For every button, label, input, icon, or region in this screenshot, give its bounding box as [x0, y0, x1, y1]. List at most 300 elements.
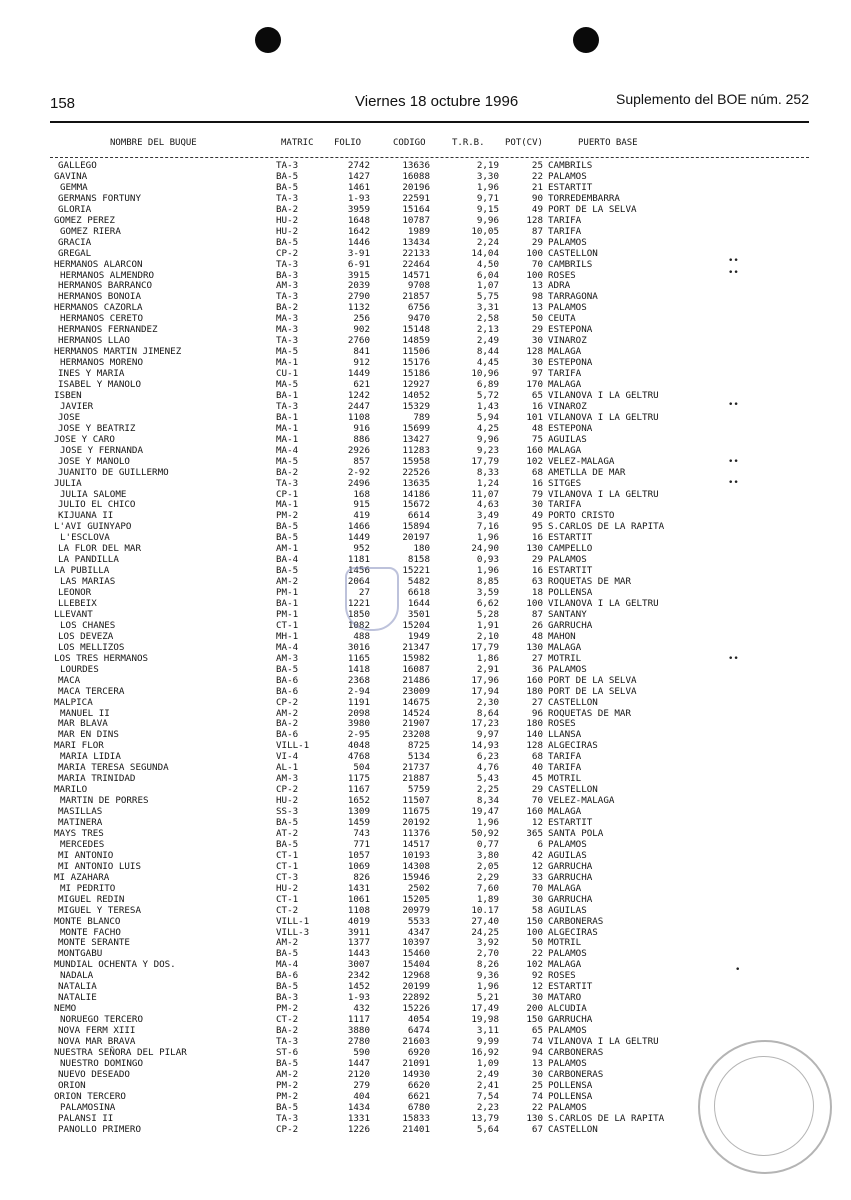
vessel-name: LLEBEIX	[58, 598, 97, 609]
matric-code: VILL-3	[276, 926, 310, 938]
home-port: ESTARTIT	[548, 981, 593, 993]
folio-number: 1226	[347, 1123, 370, 1135]
matric-code: HU-2	[276, 795, 299, 807]
vessel-name: LOS CHANES	[60, 619, 116, 631]
trb-value: 3,92	[476, 937, 499, 949]
vessel-code: 13434	[402, 236, 430, 248]
table-row	[0, 664, 851, 675]
home-port: VILANOVA I LA GELTRU	[548, 389, 659, 401]
table-row	[0, 697, 851, 708]
matric-code: CT-1	[276, 619, 299, 631]
vessel-code: 1989	[407, 225, 430, 237]
trb-value: 2,49	[476, 1068, 499, 1080]
table-row	[0, 215, 851, 226]
folio-number: 1446	[347, 236, 370, 248]
table-row	[0, 510, 851, 521]
table-row	[0, 1025, 851, 1036]
vessel-code: 21347	[402, 641, 430, 653]
matric-code: CT-1	[276, 849, 299, 861]
margin-mark: •	[735, 965, 741, 975]
trb-value: 1,96	[476, 565, 499, 577]
matric-code: BA-5	[276, 981, 299, 993]
vessel-code: 14859	[402, 335, 430, 347]
home-port: AGUILAS	[548, 433, 587, 445]
table-row	[0, 401, 851, 412]
power-cv: 79	[531, 488, 543, 500]
table-row	[0, 916, 851, 927]
matric-code: VILL-1	[276, 915, 310, 927]
matric-code: AL-1	[276, 762, 299, 774]
home-port: ALCUDIA	[548, 1003, 587, 1015]
folio-number: 1642	[347, 225, 370, 237]
folio-number: 1418	[347, 663, 370, 675]
folio-number: 2-94	[347, 685, 370, 697]
table-row	[0, 204, 851, 215]
matric-code: BA-5	[276, 663, 299, 675]
matric-code: BA-5	[276, 181, 299, 193]
folio-number: 915	[353, 499, 370, 511]
table-row	[0, 193, 851, 204]
home-port: AMETLLA DE MAR	[548, 466, 626, 478]
trb-value: 1,91	[476, 619, 499, 631]
table-row	[0, 740, 851, 751]
vessel-name: LEONOR	[58, 587, 92, 599]
trb-value: 9,99	[476, 1036, 499, 1047]
home-port: CASTELLON	[548, 784, 598, 796]
power-cv: 29	[531, 554, 543, 566]
power-cv: 58	[531, 904, 543, 916]
matric-code: MA-3	[276, 324, 299, 336]
power-cv: 29	[531, 324, 543, 336]
power-cv: 200	[526, 1003, 543, 1015]
trb-value: 1,96	[476, 532, 499, 544]
trb-value: 16,92	[471, 1046, 499, 1058]
matric-code: TA-3	[276, 1036, 299, 1047]
table-row	[0, 532, 851, 543]
vessel-name: JOSE Y CARO	[54, 433, 115, 445]
vessel-name: GERMANS FORTUNY	[58, 192, 141, 204]
vessel-code: 14308	[402, 860, 430, 872]
vessel-code: 23208	[402, 729, 430, 741]
trb-value: 7,16	[476, 521, 499, 533]
power-cv: 180	[526, 718, 543, 730]
vessel-name: HERMANOS BONOIA	[58, 291, 141, 303]
vessel-code: 15148	[402, 324, 430, 336]
vessel-code: 15221	[402, 565, 430, 577]
trb-value: 3,49	[476, 510, 499, 522]
trb-value: 27,40	[471, 915, 499, 927]
home-port: PALAMOS	[548, 1101, 587, 1113]
vessel-name: MARILO	[54, 784, 88, 796]
power-cv: 12	[531, 817, 543, 828]
vessel-name: MACA TERCERA	[58, 685, 125, 697]
vessel-name: HERMANOS FERNANDEZ	[58, 324, 158, 336]
folio-number: 504	[353, 762, 370, 774]
vessel-code: 6621	[407, 1090, 430, 1102]
trb-value: 5,72	[476, 389, 499, 401]
matric-code: TA-3	[276, 258, 299, 270]
power-cv: 26	[531, 619, 543, 631]
table-row	[0, 478, 851, 489]
vessel-code: 21091	[402, 1057, 430, 1069]
folio-number: 419	[353, 510, 370, 522]
power-cv: 75	[531, 433, 543, 445]
vessel-name: ISABEL Y MANOLO	[58, 379, 141, 390]
margin-mark: ••	[728, 654, 739, 664]
matric-code: AT-2	[276, 827, 299, 839]
table-row	[0, 718, 851, 729]
vessel-code: 23009	[402, 685, 430, 697]
matric-code: BA-5	[276, 1101, 299, 1113]
table-row	[0, 587, 851, 598]
trb-value: 1,89	[476, 893, 499, 905]
trb-value: 2,25	[476, 784, 499, 796]
matric-code: BA-5	[276, 236, 299, 248]
trb-value: 2,70	[476, 948, 499, 960]
vessel-code: 11507	[402, 795, 430, 807]
trb-value: 2,10	[476, 630, 499, 642]
trb-value: 2,23	[476, 1101, 499, 1113]
trb-value: 5,94	[476, 411, 499, 423]
vessel-name: HERMANOS MARTIN JIMENEZ	[54, 346, 182, 358]
power-cv: 12	[531, 981, 543, 993]
vessel-name: MUNDIAL OCHENTA Y DOS.	[54, 959, 176, 971]
margin-mark: ••	[728, 400, 739, 410]
table-row	[0, 751, 851, 762]
vessel-code: 6618	[407, 587, 430, 599]
table-row	[0, 686, 851, 697]
matric-code: BA-3	[276, 992, 299, 1004]
vessel-name: JUANITO DE GUILLERMO	[58, 466, 169, 478]
matric-code: BA-5	[276, 170, 299, 182]
table-row	[0, 937, 851, 948]
power-cv: 65	[531, 389, 543, 401]
folio-number: 256	[353, 313, 370, 325]
power-cv: 30	[531, 335, 543, 347]
trb-value: 9,23	[476, 444, 499, 456]
trb-value: 17,79	[471, 641, 499, 653]
vessel-code: 6780	[407, 1101, 430, 1113]
trb-value: 3,80	[476, 849, 499, 861]
trb-value: 8,85	[476, 576, 499, 588]
vessel-name: MARIA TERESA SEGUNDA	[58, 762, 169, 774]
vessel-name: GRACIA	[58, 236, 92, 248]
home-port: ROSES	[548, 718, 576, 730]
folio-number: 3007	[347, 959, 370, 971]
vessel-code: 16087	[402, 663, 430, 675]
header-rule	[50, 121, 809, 123]
home-port: PALAMOS	[548, 554, 587, 566]
folio-number: 1117	[347, 1014, 370, 1026]
vessel-name: NOVA FERM XIII	[58, 1025, 136, 1037]
table-row	[0, 729, 851, 740]
home-port: ALGECIRAS	[548, 740, 598, 752]
matric-code: BA-2	[276, 718, 299, 730]
folio-number: 1175	[347, 773, 370, 785]
trb-value: 10.17	[471, 904, 499, 916]
matric-code: HU-2	[276, 214, 299, 226]
trb-value: 1,96	[476, 181, 499, 193]
folio-number: 2780	[347, 1036, 370, 1047]
vessel-name: JOSE Y MANOLO	[58, 455, 130, 467]
trb-value: 2,30	[476, 696, 499, 708]
matric-code: BA-5	[276, 565, 299, 577]
home-port: GARRUCHA	[548, 1014, 593, 1026]
vessel-code: 6756	[407, 302, 430, 314]
table-row	[0, 894, 851, 905]
folio-number: 1459	[347, 817, 370, 828]
folio-number: 841	[353, 346, 370, 358]
vessel-name: JULIO EL CHICO	[58, 499, 136, 511]
folio-number: 1466	[347, 521, 370, 533]
home-port: ESTARTIT	[548, 817, 593, 828]
home-port: GARRUCHA	[548, 860, 593, 872]
folio-number: 3911	[347, 926, 370, 938]
vessel-name: KIJUANA II	[58, 510, 114, 522]
matric-code: BA-6	[276, 970, 299, 982]
vessel-code: 13636	[402, 160, 430, 171]
home-port: PALAMOS	[548, 302, 587, 314]
vessel-code: 15946	[402, 871, 430, 883]
vessel-code: 14571	[402, 269, 430, 281]
trb-value: 3,30	[476, 170, 499, 182]
home-port: PORT DE LA SELVA	[548, 203, 637, 215]
power-cv: 16	[531, 400, 543, 412]
vessel-code: 15205	[402, 893, 430, 905]
table-row	[0, 795, 851, 806]
vessel-code: 6474	[407, 1025, 430, 1037]
vessel-code: 11376	[402, 827, 430, 839]
vessel-name: LOURDES	[60, 663, 99, 675]
power-cv: 150	[526, 915, 543, 927]
power-cv: 30	[531, 499, 543, 511]
vessel-code: 21737	[402, 762, 430, 774]
home-port: TARIFA	[548, 751, 582, 763]
trb-value: 6,23	[476, 751, 499, 763]
vessel-name: NORUEGO TERCERO	[60, 1014, 143, 1026]
matric-code: PM-2	[276, 1003, 299, 1015]
matric-code: CT-1	[276, 893, 299, 905]
table-row	[0, 927, 851, 938]
table-row	[0, 992, 851, 1003]
matric-code: VI-4	[276, 751, 299, 763]
vessel-code: 22464	[402, 258, 430, 270]
home-port: VELEZ-MALAGA	[548, 455, 615, 467]
folio-number: 2926	[347, 444, 370, 456]
trb-value: 10,96	[471, 368, 499, 380]
home-port: MATARO	[548, 992, 582, 1004]
home-port: VILANOVA I LA GELTRU	[548, 411, 659, 423]
power-cv: 92	[531, 970, 543, 982]
trb-value: 3,59	[476, 587, 499, 599]
matric-code: BA-6	[276, 685, 299, 697]
vessel-name: GOMEZ RIERA	[60, 225, 121, 237]
trb-value: 17,79	[471, 455, 499, 467]
home-port: SITGES	[548, 477, 582, 489]
home-port: POLLENSA	[548, 1079, 593, 1091]
vessel-name: MONTE BLANCO	[54, 915, 121, 927]
vessel-name: LOS TRES HERMANOS	[54, 652, 149, 664]
vessel-name: HERMANOS CERETO	[60, 313, 143, 325]
folio-number: 3915	[347, 269, 370, 281]
matric-code: MA-5	[276, 455, 299, 467]
table-row	[0, 970, 851, 981]
power-cv: 128	[526, 740, 543, 752]
trb-value: 5,43	[476, 773, 499, 785]
trb-value: 5,28	[476, 608, 499, 620]
table-row	[0, 762, 851, 773]
home-port: MALAGA	[548, 379, 582, 390]
vessel-name: MI PEDRITO	[60, 882, 116, 894]
vessel-name: NADALA	[60, 970, 94, 982]
trb-value: 2,41	[476, 1079, 499, 1091]
power-cv: 160	[526, 674, 543, 686]
trb-value: 3,31	[476, 302, 499, 314]
matric-code: AM-1	[276, 543, 299, 555]
folio-number: 1452	[347, 981, 370, 993]
table-row	[0, 850, 851, 861]
vessel-name: MAR EN DINS	[58, 729, 119, 741]
folio-number: 1652	[347, 795, 370, 807]
matric-code: TA-3	[276, 291, 299, 303]
power-cv: 42	[531, 849, 543, 861]
table-row	[0, 467, 851, 478]
vessel-name: HERMANOS CAZORLA	[54, 302, 143, 314]
folio-number: 2790	[347, 291, 370, 303]
matric-code: BA-3	[276, 269, 299, 281]
trb-value: 2,19	[476, 160, 499, 171]
home-port: PORTO CRISTO	[548, 510, 615, 522]
vessel-code: 15404	[402, 959, 430, 971]
table-row	[0, 280, 851, 291]
trb-value: 24,90	[471, 543, 499, 555]
trb-value: 50,92	[471, 827, 499, 839]
matric-code: PM-1	[276, 608, 299, 620]
folio-number: 1069	[347, 860, 370, 872]
table-row	[0, 642, 851, 653]
table-row	[0, 675, 851, 686]
table-row	[0, 554, 851, 565]
home-port: MALAGA	[548, 806, 582, 818]
folio-number: 2496	[347, 477, 370, 489]
folio-number: 4019	[347, 915, 370, 927]
power-cv: 87	[531, 225, 543, 237]
power-cv: 16	[531, 565, 543, 577]
power-cv: 63	[531, 576, 543, 588]
home-port: CASTELLON	[548, 696, 598, 708]
vessel-code: 20196	[402, 181, 430, 193]
power-cv: 50	[531, 937, 543, 949]
matric-code: AM-2	[276, 576, 299, 588]
table-row	[0, 828, 851, 839]
col-header-codigo: CODIGO	[393, 138, 426, 148]
power-cv: 101	[526, 411, 543, 423]
matric-code: CU-1	[276, 368, 299, 380]
home-port: ESTARTIT	[548, 181, 593, 193]
vessel-code: 22892	[402, 992, 430, 1004]
folio-number: 1449	[347, 532, 370, 544]
power-cv: 25	[531, 160, 543, 171]
home-port: AGUILAS	[548, 849, 587, 861]
home-port: ESTARTIT	[548, 565, 593, 577]
power-cv: 33	[531, 871, 543, 883]
home-port: VINAROZ	[548, 400, 587, 412]
matric-code: TA-3	[276, 160, 299, 171]
vessel-code: 5759	[407, 784, 430, 796]
vessel-code: 21907	[402, 718, 430, 730]
folio-number: 2368	[347, 674, 370, 686]
power-cv: 30	[531, 1068, 543, 1080]
trb-value: 6,89	[476, 379, 499, 390]
table-row	[0, 773, 851, 784]
matric-code: PM-2	[276, 510, 299, 522]
table-row	[0, 379, 851, 390]
table-row	[0, 368, 851, 379]
power-cv: 160	[526, 806, 543, 818]
power-cv: 102	[526, 455, 543, 467]
vessel-code: 15958	[402, 455, 430, 467]
power-cv: 18	[531, 587, 543, 599]
table-row	[0, 708, 851, 719]
matric-code: PM-1	[276, 587, 299, 599]
vessel-name: GREGAL	[58, 247, 92, 259]
vessel-code: 15833	[402, 1112, 430, 1124]
matric-code: AM-3	[276, 773, 299, 785]
circular-stamp	[698, 1040, 832, 1174]
trb-value: 9,15	[476, 203, 499, 215]
matric-code: MA-5	[276, 346, 299, 358]
home-port: ESTEPONA	[548, 357, 593, 369]
matric-code: BA-2	[276, 1025, 299, 1037]
vessel-code: 15894	[402, 521, 430, 533]
power-cv: 70	[531, 882, 543, 894]
matric-code: BA-4	[276, 554, 299, 566]
home-port: POLLENSA	[548, 1090, 593, 1102]
power-cv: 97	[531, 368, 543, 380]
folio-number: 952	[353, 543, 370, 555]
trb-value: 2,29	[476, 871, 499, 883]
folio-number: 2760	[347, 335, 370, 347]
vessel-name: NATALIA	[58, 981, 97, 993]
table-row	[0, 948, 851, 959]
power-cv: 70	[531, 795, 543, 807]
folio-number: 4768	[347, 751, 370, 763]
home-port: LLANSA	[548, 729, 582, 741]
vessel-name: MIGUEL Y TERESA	[58, 904, 141, 916]
vessel-code: 22526	[402, 466, 430, 478]
vessel-code: 4054	[407, 1014, 430, 1026]
vessel-code: 21887	[402, 773, 430, 785]
col-header-matric: MATRIC	[281, 138, 314, 148]
home-port: ROSES	[548, 269, 576, 281]
vessel-code: 13635	[402, 477, 430, 489]
vessel-code: 3501	[407, 608, 430, 620]
matric-code: BA-5	[276, 521, 299, 533]
folio-number: 1461	[347, 181, 370, 193]
vessel-name: MAYS TRES	[54, 827, 104, 839]
vessel-name: JOSE Y FERNANDA	[60, 444, 143, 456]
vessel-name: LOS DEVEZA	[58, 630, 114, 642]
folio-number: 27	[358, 587, 370, 599]
home-port: GARRUCHA	[548, 893, 593, 905]
vessel-name: HERMANOS MORENO	[60, 357, 143, 369]
vessel-code: 21486	[402, 674, 430, 686]
table-row	[0, 905, 851, 916]
power-cv: 100	[526, 247, 543, 259]
vessel-code: 21401	[402, 1123, 430, 1135]
trb-value: 8,33	[476, 466, 499, 478]
trb-value: 7,60	[476, 882, 499, 894]
